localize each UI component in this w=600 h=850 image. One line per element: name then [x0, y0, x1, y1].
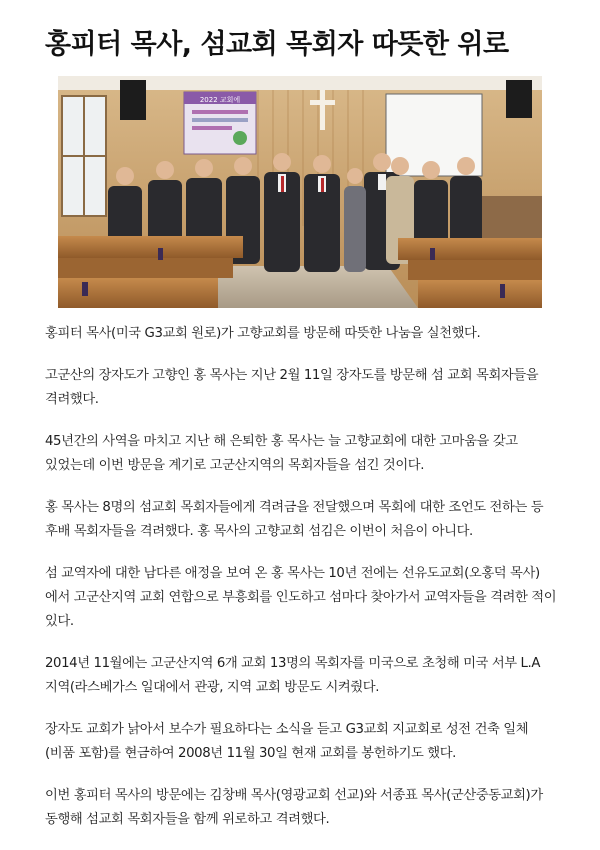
paragraph: 장자도 교회가 낡아서 보수가 필요하다는 소식을 듣고 G3교회 지교회로 성전 건축 일체(비품 포함)를 현금하여 2008년 11월 30일 현재 교회를 봉헌하기도 했다. — [45, 722, 529, 761]
paragraph: 고군산의 장자도가 고향인 홍 목사는 지난 2월 11일 장자도를 방문해 섬 교회 목회자들을 격려했다. — [45, 368, 539, 407]
banner-text: 2022 교회에 — [199, 96, 241, 104]
paragraph: 섬 교역자에 대한 남다른 애정을 보여 온 홍 목사는 10년 전에는 선유도교회(오홍덕 목사)에서 고군산지역 교회 연합으로 부흥회를 인도하고 섬마다 찾아가서 교역자들을 격려한 적이 있다. — [45, 566, 557, 629]
article-title: 홍피터 목사, 섬교회 목회자 따뜻한 위로 — [45, 29, 509, 60]
paragraph: 홍 목사는 8명의 섬교회 목회자들에게 격려금을 전달했으며 목회에 대한 조언도 전하는 등 후배 목회자들을 격려했다. 홍 목사의 고향교회 섬김은 이번이 처음이 아니다. — [45, 500, 544, 539]
paragraph: 2014년 11월에는 고군산지역 6개 교회 13명의 목회자를 미국으로 초청해 미국 서부 L.A 지역(라스베가스 일대에서 관광, 지역 교회 방문도 시켜줬다. — [45, 656, 541, 695]
group-photo — [58, 76, 542, 308]
article-body — [45, 322, 557, 850]
paragraph: 45년간의 사역을 마치고 지난 해 은퇴한 홍 목사는 늘 고향교회에 대한 고마움을 갖고 있었는데 이번 방문을 계기로 고군산지역의 목회자들을 섬긴 것이다. — [45, 434, 518, 473]
paragraph: 이번 홍피터 목사의 방문에는 김창배 목사(영광교회 선교)와 서종표 목사(군산중동교회)가 동행해 섬교회 목회자들을 함께 위로하고 격려했다. — [45, 788, 543, 827]
paragraph: 홍피터 목사(미국 G3교회 원로)가 고향교회를 방문해 따뜻한 나눔을 실천했다. — [45, 326, 481, 341]
